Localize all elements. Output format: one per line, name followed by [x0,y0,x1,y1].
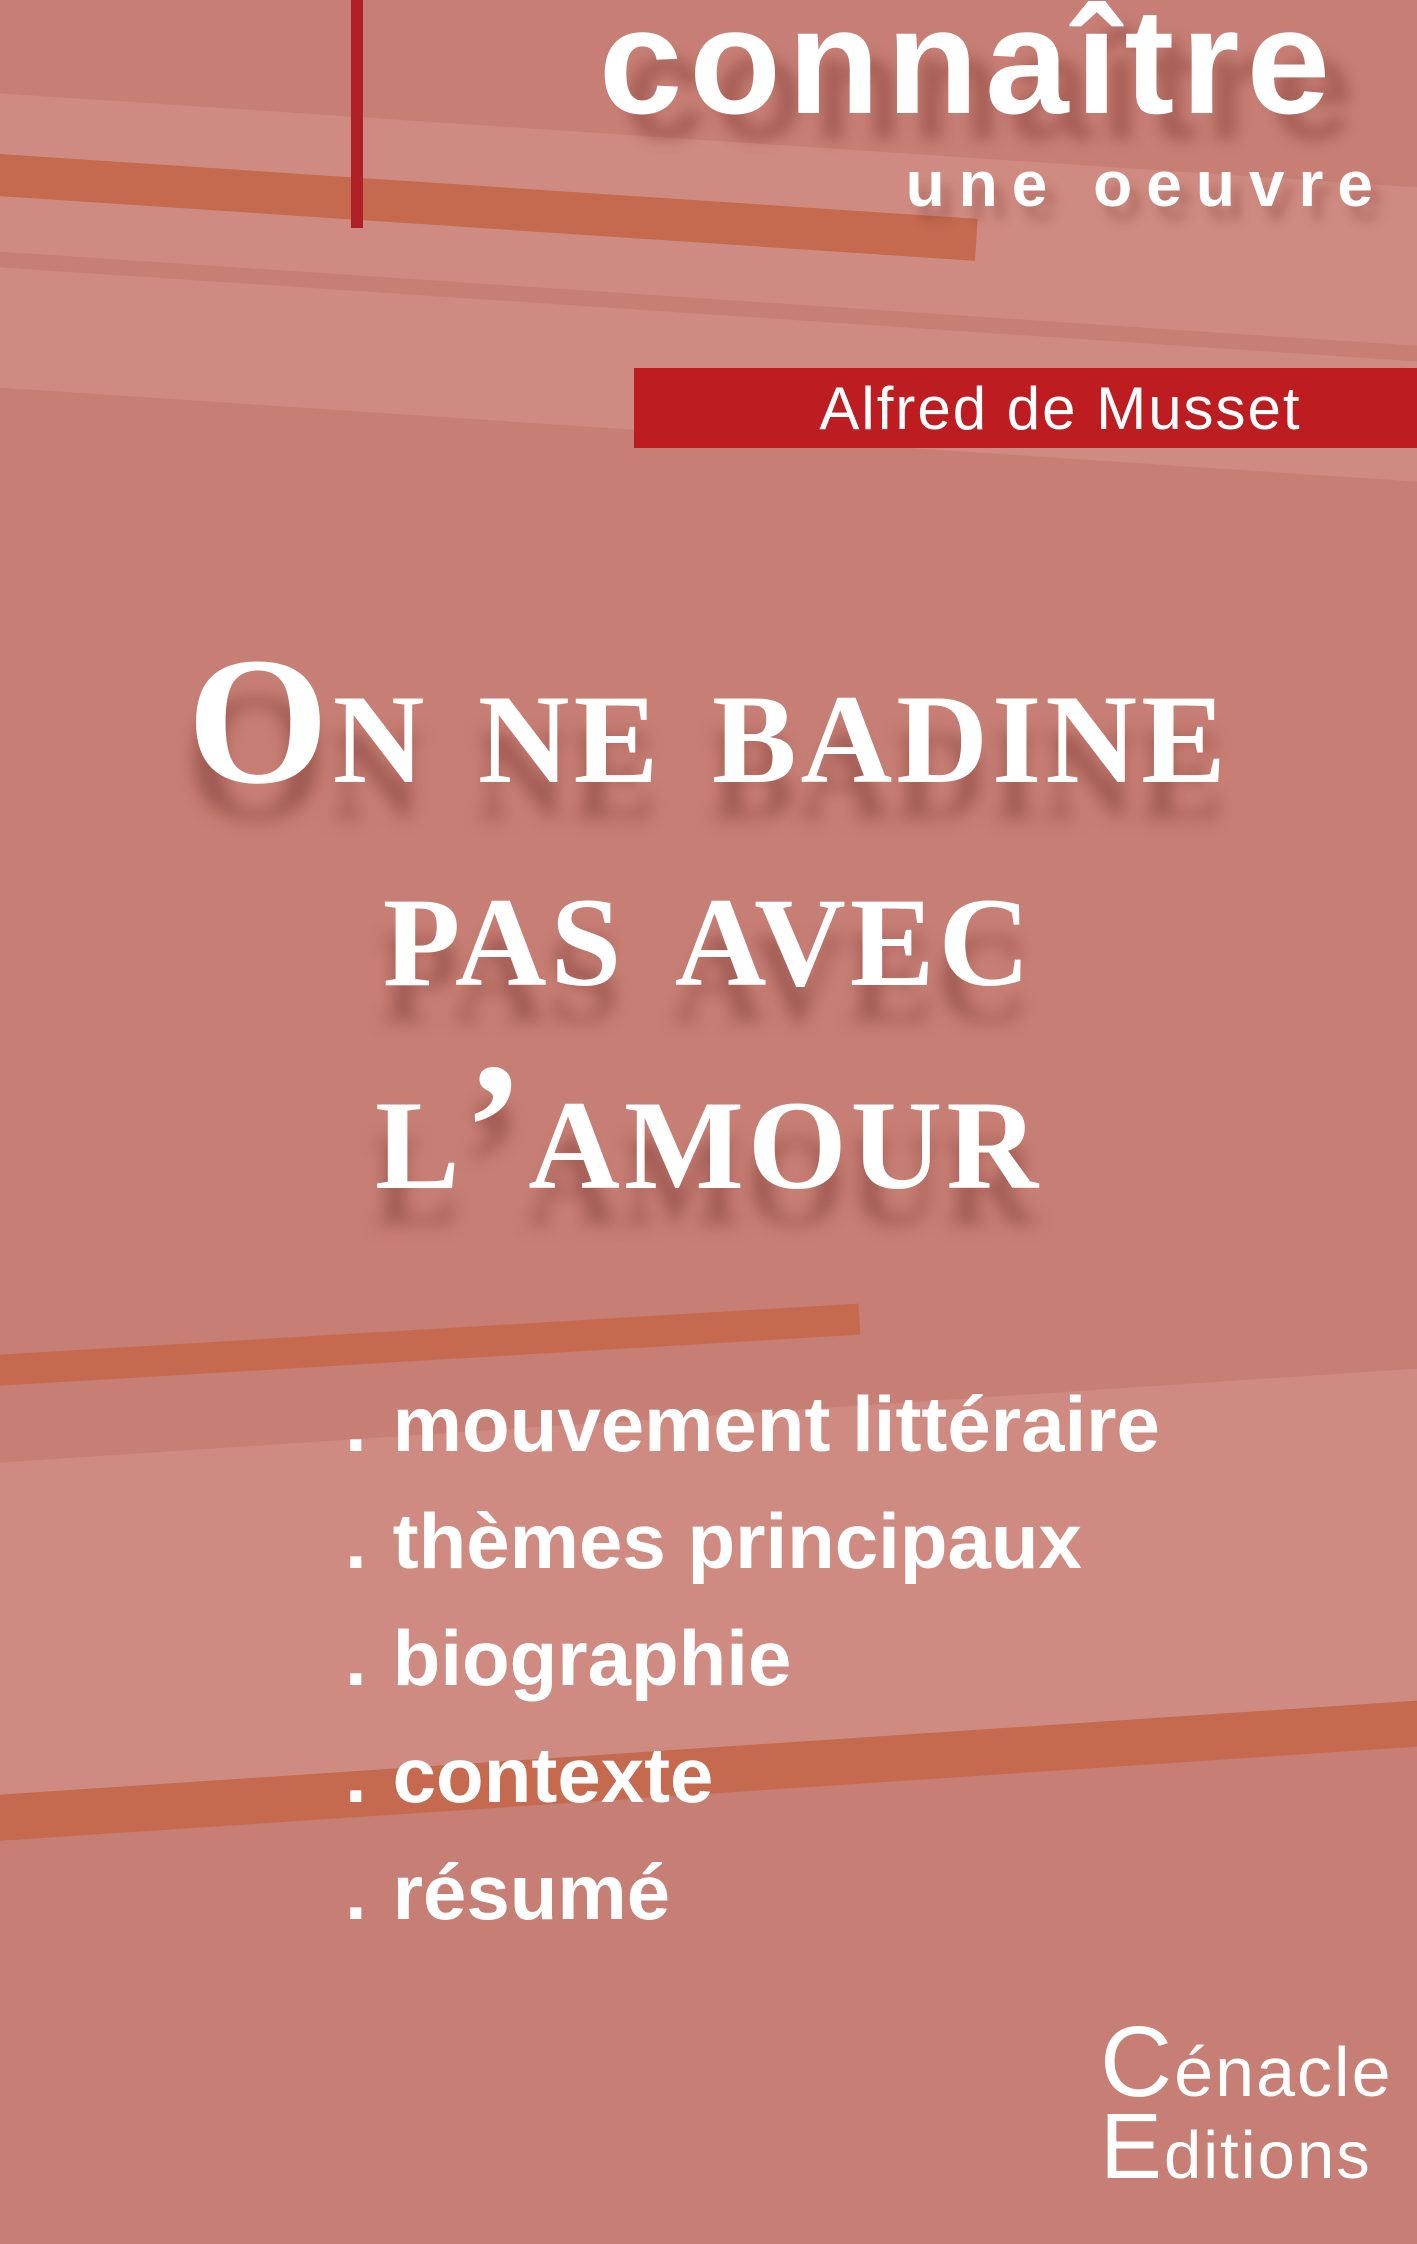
red-accent-bar [351,0,363,228]
feature-item-biographie [345,1600,1160,1717]
feature-label: résumé [392,1848,671,1936]
bullet-dot: . [345,1380,367,1468]
book-title-line-3: l’amour [374,1027,1043,1228]
publisher-initial-c: C [1100,2006,1175,2118]
feature-item-themes-principaux [345,1483,1160,1600]
bullet-dot: . [345,1614,367,1702]
feature-label: biographie [392,1614,792,1702]
feature-label: contexte [392,1731,714,1819]
publisher-initial-e: E [1100,2094,1165,2198]
publisher-line-editions [1100,2094,1372,2202]
bullet-dot: . [345,1848,367,1936]
publisher-rest-enacle: énacle [1174,2033,1393,2111]
author-banner [634,368,1417,448]
feature-item-contexte [345,1717,1160,1834]
collection-subtitle: une oeuvre [905,148,1387,220]
feature-list [345,1366,1160,1951]
feature-item-resume [345,1834,1160,1951]
collection-title: connaître [598,0,1337,145]
publisher-rest-ditions: ditions [1164,2118,1372,2193]
bullet-dot: . [345,1731,367,1819]
feature-item-mouvement-litteraire [345,1366,1160,1483]
bullet-dot: . [345,1497,367,1585]
book-title-line-1: On ne badine [187,621,1230,822]
author-name: Alfred de Musset [819,374,1302,442]
feature-label: mouvement littéraire [392,1380,1160,1468]
feature-label: thèmes principaux [392,1497,1082,1585]
book-title-line-2: pas avec [382,824,1035,1025]
book-title [0,620,1417,1229]
